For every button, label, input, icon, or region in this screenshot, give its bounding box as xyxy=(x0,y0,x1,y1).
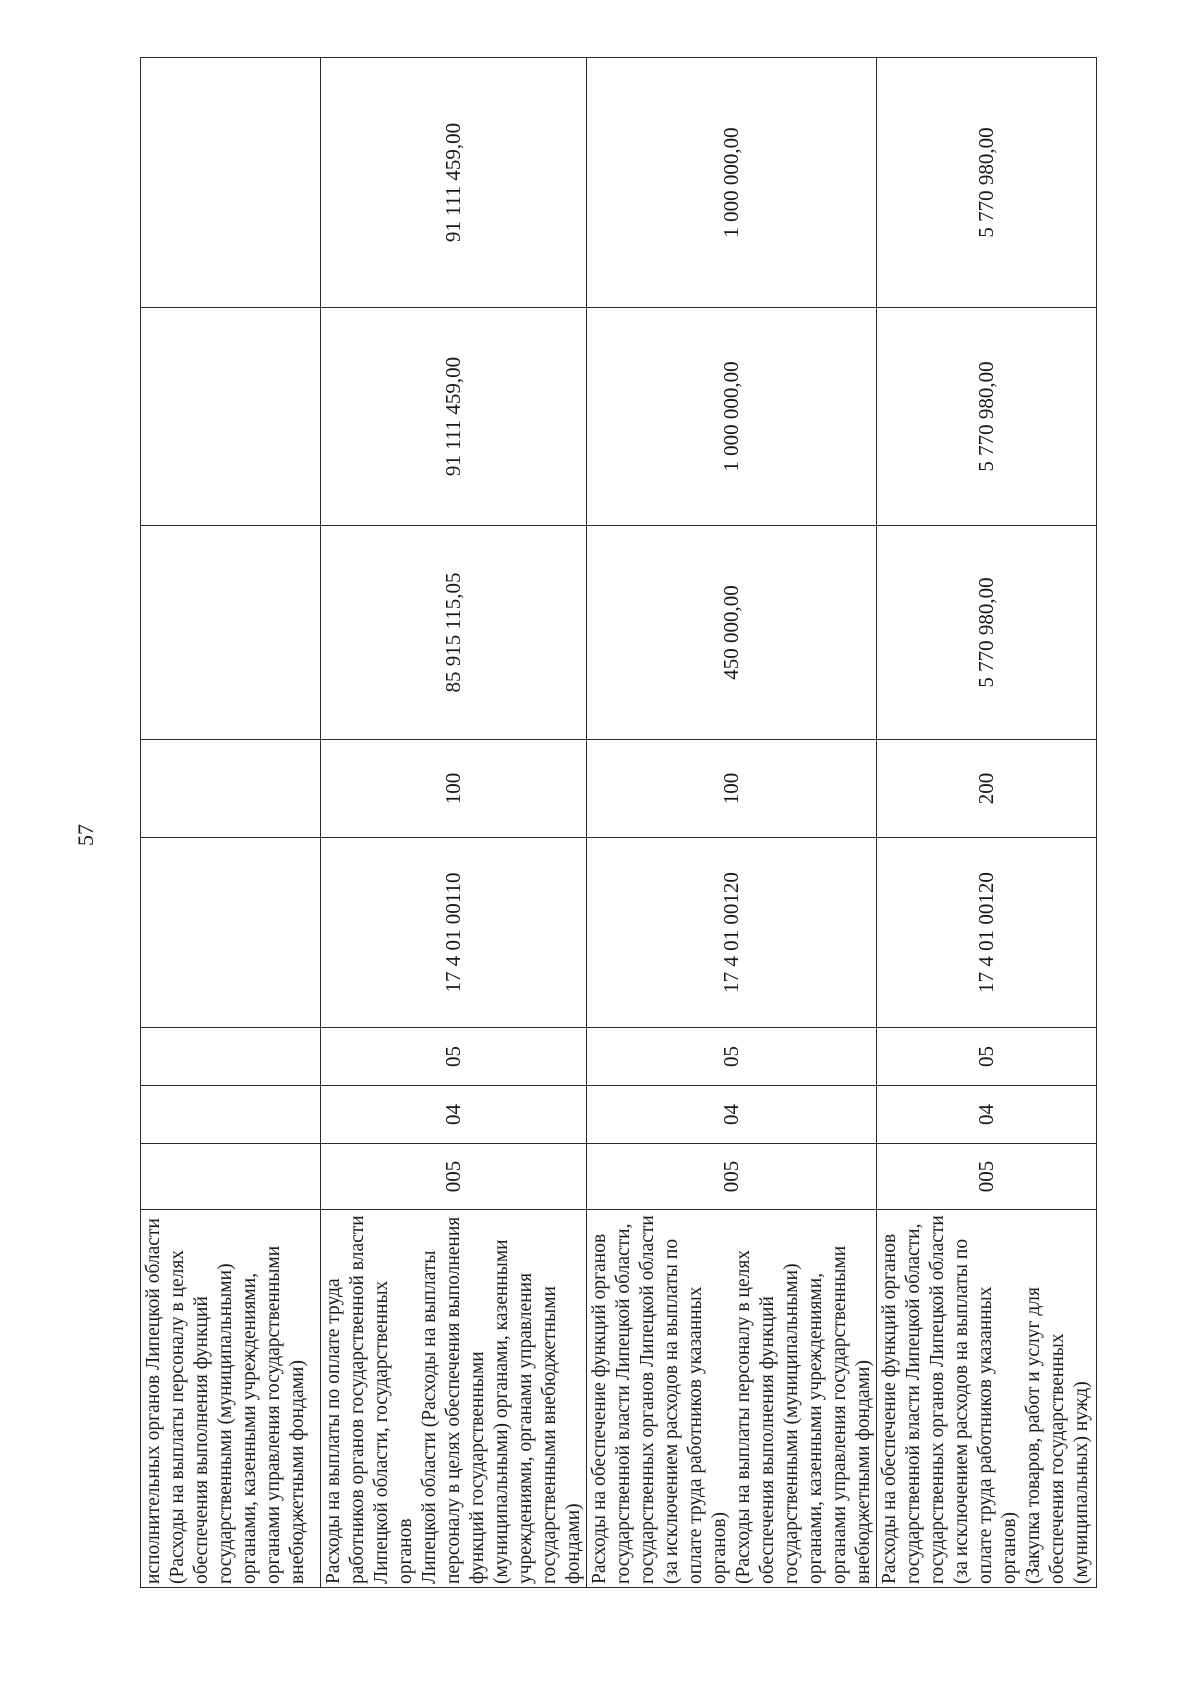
expense-type-cell: 100 xyxy=(587,740,877,838)
subsection-code-cell: 05 xyxy=(321,1028,587,1086)
admin-code-cell: 005 xyxy=(877,1144,1097,1210)
budget-table xyxy=(140,57,1097,1588)
amount-3-cell xyxy=(141,58,321,308)
description-cell: Расходы на обеспечение функций органов государственной власти Липецкой области, государственных органов Липецкой области (за исключением расходов на выплаты по оплате труда работников указанных органов) (Закупка товаров, работ и услуг для обеспечения государственных (муниципальных) нужд) xyxy=(877,1210,1097,1588)
target-article-cell xyxy=(141,838,321,1028)
subsection-code-cell: 05 xyxy=(587,1028,877,1086)
amount-1-cell: 5 770 980,00 xyxy=(877,526,1097,740)
amount-3-cell: 1 000 000,00 xyxy=(587,58,877,308)
table-row xyxy=(587,58,877,1588)
amount-1-cell: 450 000,00 xyxy=(587,526,877,740)
admin-code-cell: 005 xyxy=(587,1144,877,1210)
admin-code-cell: 005 xyxy=(321,1144,587,1210)
target-article-cell: 17 4 01 00120 xyxy=(587,838,877,1028)
expense-type-cell xyxy=(141,740,321,838)
amount-3-cell: 91 111 459,00 xyxy=(321,58,587,308)
target-article-cell: 17 4 01 00120 xyxy=(877,838,1097,1028)
subsection-code-cell: 05 xyxy=(877,1028,1097,1086)
amount-2-cell: 91 111 459,00 xyxy=(321,308,587,526)
budget-table-rotated xyxy=(140,58,1092,1588)
expense-type-cell: 100 xyxy=(321,740,587,838)
section-code-cell: 04 xyxy=(587,1086,877,1144)
description-cell: Расходы на обеспечение функций органов государственной власти Липецкой области, государственных органов Липецкой области (за исключением расходов на выплаты по оплате труда работников указанных органов) (Расходы на выплаты персоналу в целях обеспечения выполнения функций государственными (муниципальными) органами, казенными учреждениями, органами управления государственными внебюджетными фондами) xyxy=(587,1210,877,1588)
amount-1-cell xyxy=(141,526,321,740)
amount-2-cell: 5 770 980,00 xyxy=(877,308,1097,526)
target-article-cell: 17 4 01 00110 xyxy=(321,838,587,1028)
amount-2-cell: 1 000 000,00 xyxy=(587,308,877,526)
page-number: 57 xyxy=(73,824,98,846)
table-row xyxy=(321,58,587,1588)
description-cell: Расходы на выплаты по оплате труда работников органов государственной власти Липецкой области, государственных органов Липецкой области (Расходы на выплаты персоналу в целях обеспечения выполнения функций государственными (муниципальными) органами, казенными учреждениями, органами управления государственными внебюджетными фондами) xyxy=(321,1210,587,1588)
admin-code-cell xyxy=(141,1144,321,1210)
subsection-code-cell xyxy=(141,1028,321,1086)
table-row xyxy=(877,58,1097,1588)
section-code-cell: 04 xyxy=(321,1086,587,1144)
amount-1-cell: 85 915 115,05 xyxy=(321,526,587,740)
section-code-cell: 04 xyxy=(877,1086,1097,1144)
description-cell: исполнительных органов Липецкой области (Расходы на выплаты персоналу в целях обеспечения выполнения функций государственными (муниципальными) органами, казенными учреждениями, органами управления государственными внебюджетными фондами) xyxy=(141,1210,321,1588)
amount-2-cell xyxy=(141,308,321,526)
table-row xyxy=(141,58,321,1588)
amount-3-cell: 5 770 980,00 xyxy=(877,58,1097,308)
expense-type-cell: 200 xyxy=(877,740,1097,838)
section-code-cell xyxy=(141,1086,321,1144)
